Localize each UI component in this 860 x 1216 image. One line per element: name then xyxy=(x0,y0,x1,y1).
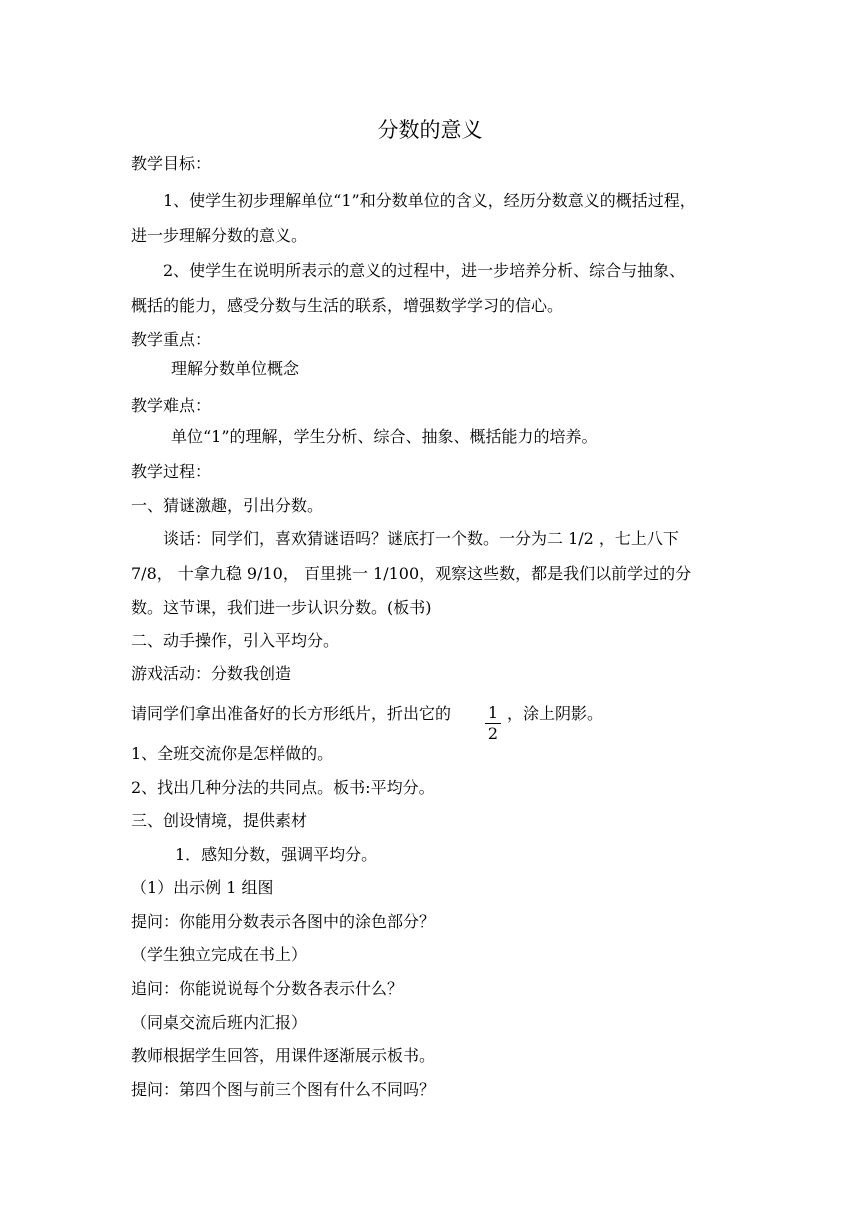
fraction-denominator: 2 xyxy=(487,724,499,743)
doc-title: 分数的意义 xyxy=(377,118,483,142)
focus-heading: 教学重点： xyxy=(131,330,212,349)
example-text: （1）出示例 1 组图 xyxy=(131,878,274,897)
talk-line-1: 谈话：同学们，喜欢猜谜语吗？谜底打一个数。一分为二 1/2 ，七上八下 xyxy=(163,529,679,548)
fraction-numerator: 1 xyxy=(487,703,499,722)
objectives-heading: 教学目标： xyxy=(131,154,212,173)
step2-heading: 二、动手操作，引入平均分。 xyxy=(131,631,340,650)
fold-instruction-end: ，涂上阴影。 xyxy=(507,704,604,723)
difficulty-text: 单位“1”的理解，学生分析、综合、抽象、概括能力的培养。 xyxy=(171,427,598,446)
game-activity: 游戏活动：分数我创造 xyxy=(131,664,292,683)
exchange-2: 2、找出几种分法的共同点。板书:平均分。 xyxy=(131,778,435,797)
perceive-text: 1．感知分数，强调平均分。 xyxy=(175,845,378,864)
question-2-note: （同桌交流后班内汇报） xyxy=(131,1013,308,1032)
question-2: 追问：你能说说每个分数各表示什么？ xyxy=(131,979,404,998)
question-1: 提问：你能用分数表示各图中的涂色部分？ xyxy=(131,912,436,931)
talk-line-2: 7/8， 十拿九稳 9/10， 百里挑一 1/100，观察这些数，都是我们以前学过的分 xyxy=(131,564,692,583)
fold-instruction: 请同学们拿出准备好的长方形纸片，折出它的 xyxy=(131,704,452,723)
step1-heading: 一、猜谜激趣，引出分数。 xyxy=(131,496,324,515)
process-heading: 教学过程： xyxy=(131,462,212,481)
teacher-note: 教师根据学生回答，用课件逐渐展示板书。 xyxy=(131,1046,436,1065)
difficulty-heading: 教学难点： xyxy=(131,396,212,415)
question-3: 提问：第四个图与前三个图有什么不同吗？ xyxy=(131,1080,436,1099)
objective-1-line-2: 进一步理解分数的意义。 xyxy=(131,226,308,245)
objective-2-line-1: 2、使学生在说明所表示的意义的过程中，进一步培养分析、综合与抽象、 xyxy=(163,261,686,280)
question-1-note: （学生独立完成在书上） xyxy=(131,945,308,964)
step3-heading: 三、创设情境，提供素材 xyxy=(131,811,308,830)
exchange-1: 1、全班交流你是怎样做的。 xyxy=(131,744,334,763)
talk-line-3: 数。这节课，我们进一步认识分数。(板书) xyxy=(131,598,432,617)
fraction-one-half xyxy=(483,704,503,743)
objective-2-line-2: 概括的能力，感受分数与生活的联系，增强数学学习的信心。 xyxy=(131,296,564,315)
objective-1-line-1: 1、使学生初步理解单位“1”和分数单位的含义，经历分数意义的概括过程， xyxy=(163,191,696,210)
focus-text: 理解分数单位概念 xyxy=(171,359,300,378)
